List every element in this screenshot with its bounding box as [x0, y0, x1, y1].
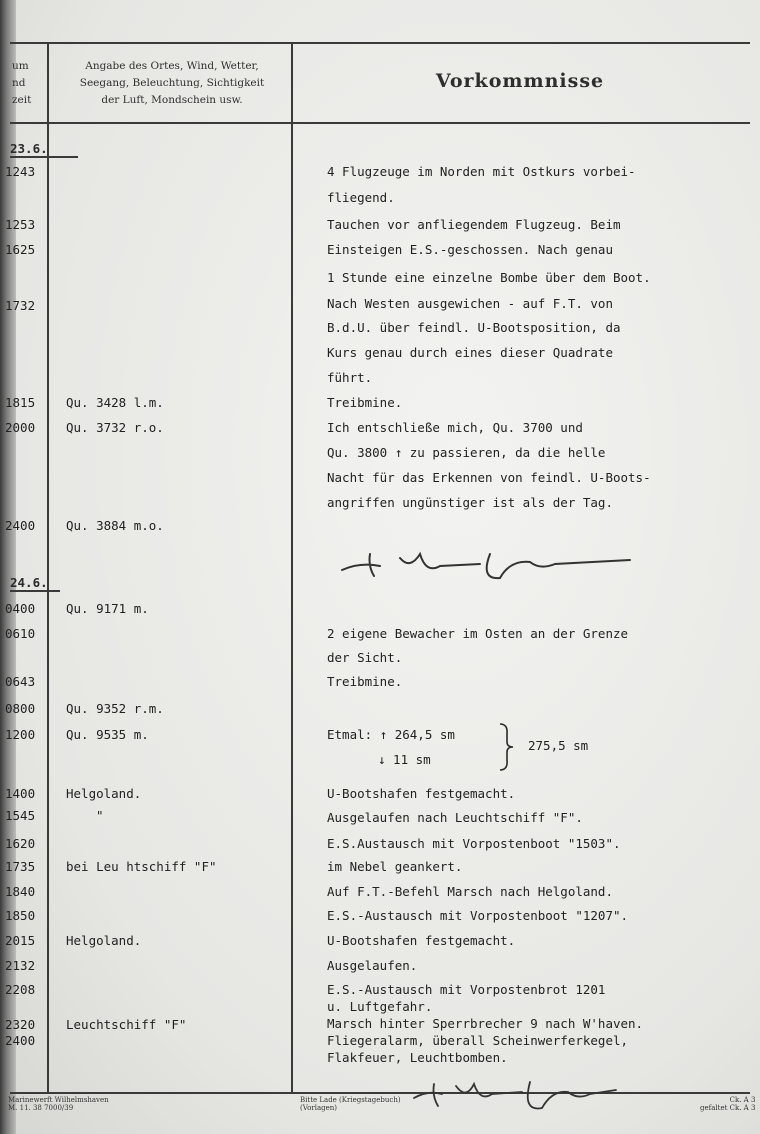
- event-line: Nacht für das Erkennen von feindl. U-Boots-: [327, 470, 651, 485]
- time-entry: 1735: [5, 859, 36, 874]
- event-line: der Sicht.: [327, 650, 403, 665]
- time-entry: 1620: [5, 836, 36, 851]
- location-entry: Qu. 3428 l.m.: [66, 395, 164, 410]
- date-underline-2: [10, 590, 60, 592]
- event-line: Treibmine.: [327, 395, 403, 410]
- location-entry: Helgoland.: [66, 933, 142, 948]
- time-entry: 2400: [5, 518, 36, 533]
- event-line: Marsch hinter Sperrbrecher 9 nach W'haven.: [327, 1016, 644, 1031]
- signature: [340, 540, 640, 585]
- footer-printer: Marinewerft Wilhelmshaven M. 11. 38 7000/39: [8, 1096, 109, 1112]
- col-divider-1: [47, 42, 49, 1092]
- event-line: Fliegeralarm, überall Scheinwerferkegel,: [327, 1033, 629, 1048]
- event-line: Flakfeuer, Leuchtbomben.: [327, 1050, 508, 1065]
- event-line: Kurs genau durch eines dieser Quadrate: [327, 345, 613, 360]
- time-entry: 2015: [5, 933, 36, 948]
- footer-form-code: Ck. A 3 gefaltet Ck. A 3: [700, 1096, 756, 1112]
- col-divider-2: [291, 42, 293, 1092]
- location-entry: Qu. 9535 m.: [66, 727, 149, 742]
- bottom-rule: [10, 1092, 750, 1094]
- time-entry: 1850: [5, 908, 36, 923]
- location-entry: Leuchtschiff "F": [66, 1017, 187, 1032]
- time-entry: 1400: [5, 786, 36, 801]
- time-entry: 0400: [5, 601, 36, 616]
- event-line: Ausgelaufen.: [327, 958, 418, 973]
- time-entry: 2000: [5, 420, 36, 435]
- time-entry: 0610: [5, 626, 36, 641]
- time-entry: 1243: [5, 164, 36, 179]
- time-entry: 0643: [5, 674, 36, 689]
- event-line: U-Bootshafen festgemacht.: [327, 933, 516, 948]
- location-entry: Qu. 3884 m.o.: [66, 518, 164, 533]
- event-line: u. Luftgefahr.: [327, 999, 433, 1014]
- event-line: im Nebel geankert.: [327, 859, 463, 874]
- event-line: E.S.-Austausch mit Vorpostenbrot 1201: [327, 982, 606, 997]
- event-line: Auf F.T.-Befehl Marsch nach Helgoland.: [327, 884, 613, 899]
- event-line: Treibmine.: [327, 674, 403, 689]
- top-rule: [10, 42, 750, 44]
- location-entry: Qu. 9352 r.m.: [66, 701, 164, 716]
- event-line: fliegend.: [327, 190, 395, 205]
- time-entry: 2320: [5, 1017, 36, 1032]
- etmal-total: 275,5 sm: [528, 738, 589, 753]
- event-line: Tauchen vor anfliegendem Flugzeug. Beim: [327, 217, 621, 232]
- location-ditto: ": [96, 808, 104, 823]
- header-events: Vorkommnisse: [435, 70, 605, 92]
- time-entry: 1625: [5, 242, 36, 257]
- date-label: 24.6.: [10, 575, 48, 590]
- header-location-weather: Angabe des Ortes, Wind, Wetter, Seegang, Beleuchtung, Sichtigkeit der Luft, Mondschein usw.: [79, 60, 265, 106]
- signature: [410, 1072, 620, 1116]
- time-entry: 1200: [5, 727, 36, 742]
- event-line: U-Bootshafen festgemacht.: [327, 786, 516, 801]
- header-rule: [10, 122, 750, 124]
- time-entry: 1732: [5, 298, 36, 313]
- event-line: E.S.Austausch mit Vorpostenboot "1503".: [327, 836, 621, 851]
- event-line: Einsteigen E.S.-geschossen. Nach genau: [327, 242, 613, 257]
- event-line: E.S.-Austausch mit Vorpostenboot "1207".: [327, 908, 629, 923]
- brace-icon: [498, 722, 514, 772]
- event-line: Ich entschließe mich, Qu. 3700 und: [327, 420, 583, 435]
- etmal-dive: ↓ 11 sm: [378, 752, 431, 767]
- time-entry: 2208: [5, 982, 36, 997]
- event-line: 4 Flugzeuge im Norden mit Ostkurs vorbei-: [327, 164, 636, 179]
- footer-instruction: Bitte Lade (Kriegstagebuch) (Vorlagen): [300, 1096, 401, 1112]
- date-underline-1: [10, 156, 78, 158]
- location-entry: bei Leu htschiff "F": [66, 859, 217, 874]
- time-entry: 2132: [5, 958, 36, 973]
- location-entry: Qu. 9171 m.: [66, 601, 149, 616]
- event-line: 1 Stunde eine einzelne Bombe über dem Boot.: [327, 270, 651, 285]
- time-entry: 0800: [5, 701, 36, 716]
- event-line: angriffen ungünstiger ist als der Tag.: [327, 495, 613, 510]
- time-entry: 1815: [5, 395, 36, 410]
- event-line: führt.: [327, 370, 373, 385]
- location-entry: Helgoland.: [66, 786, 142, 801]
- time-entry: 1840: [5, 884, 36, 899]
- event-line: 2 eigene Bewacher im Osten an der Grenze: [327, 626, 629, 641]
- event-line: B.d.U. über feindl. U-Bootsposition, da: [327, 320, 621, 335]
- time-entry: 1253: [5, 217, 36, 232]
- event-line: Qu. 3800 ↑ zu passieren, da die helle: [327, 445, 606, 460]
- location-entry: Qu. 3732 r.o.: [66, 420, 164, 435]
- time-entry: 2400: [5, 1033, 36, 1048]
- event-line: Ausgelaufen nach Leuchtschiff "F".: [327, 810, 583, 825]
- date-label: 23.6.: [10, 141, 48, 156]
- header-datetime: um nd zeit: [12, 60, 32, 106]
- etmal-run: Etmal: ↑ 264,5 sm: [327, 727, 455, 742]
- time-entry: 1545: [5, 808, 36, 823]
- event-line: Nach Westen ausgewichen - auf F.T. von: [327, 296, 613, 311]
